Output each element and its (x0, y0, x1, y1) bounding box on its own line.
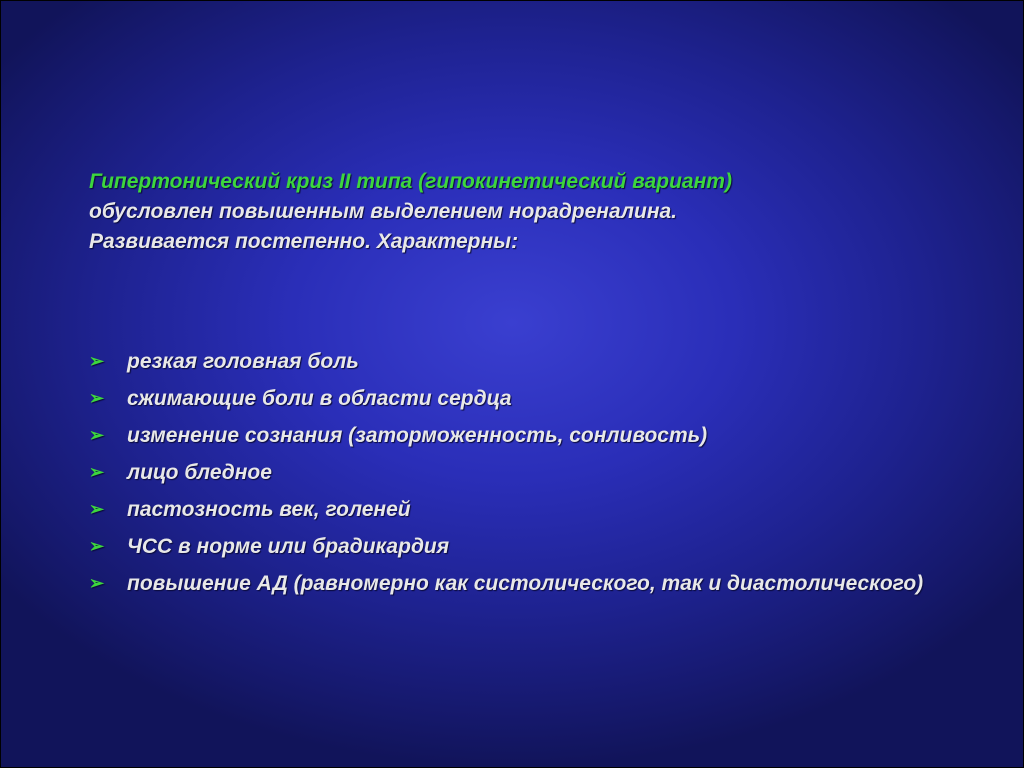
list-item (89, 384, 949, 413)
symptom-list (89, 347, 949, 606)
list-item-text: резкая головная боль (127, 350, 359, 373)
list-item-text: лицо бледное (127, 461, 272, 484)
arrow-bullet-icon: ➢ (89, 499, 105, 519)
list-item (89, 347, 949, 376)
list-item-text: пастозность век, голеней (127, 498, 411, 521)
list-item (89, 421, 949, 450)
arrow-bullet-icon: ➢ (89, 536, 105, 556)
list-item (89, 458, 949, 487)
list-item-text: изменение сознания (заторможенность, сонливость) (127, 424, 708, 447)
arrow-bullet-icon: ➢ (89, 351, 105, 371)
arrow-bullet-icon: ➢ (89, 462, 105, 482)
intro-line-2: обусловлен повышенным выделением норадреналина. (89, 200, 678, 223)
arrow-bullet-icon: ➢ (89, 425, 105, 445)
list-item (89, 532, 949, 561)
list-item-text: сжимающие боли в области сердца (127, 387, 512, 410)
list-item-text: ЧСС в норме или брадикардия (127, 535, 450, 558)
arrow-bullet-icon: ➢ (89, 573, 105, 593)
arrow-bullet-icon: ➢ (89, 388, 105, 408)
intro-text (89, 167, 949, 257)
intro-heading: Гипертонический криз II типа (гипокинетический вариант) (89, 170, 732, 193)
list-item (89, 569, 949, 598)
list-item-text: повышение АД (равномерно как систолического, так и диастолического) (127, 572, 924, 595)
list-item (89, 495, 949, 524)
intro-line-3: Развивается постепенно. Характерны: (89, 230, 519, 253)
